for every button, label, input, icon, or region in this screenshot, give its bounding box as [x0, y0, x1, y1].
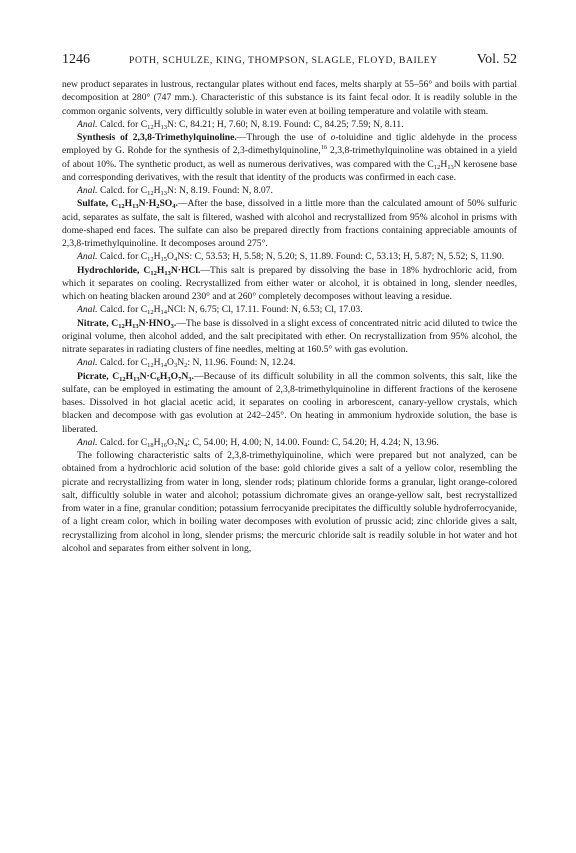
analysis-3: Anal. Calcd. for $C_{12}H_{15}O_4NS$: C, 53.53; H, 5.58; N, 5.20; S, 11.89. Found: C, 53.13; H, 5.87; N, 5.52; S, 11.90. [77, 251, 505, 264]
section-sulfate: Sulfate, $C_{12}H_{13}N\cdot H_2SO_4.—After$ the base, dissolved in a little more than the calculated amount of 50% sulfuric acid, separates as sulfate, the salt is filtered, washed with alcohol and recrystallized from 95% alcohol in prisms with dome-shaped end faces. The sulfate can also be prepared directly from fractions containing appreciable amounts of 2,3,8-trimethylquinoline. It decomposes around 275°. [62, 198, 517, 249]
analysis-4: Anal. Calcd. for $C_{12}H_{14}NCl$: N, 6.75; Cl, 17.11. Found: N, 6.53; Cl, 17.03. [77, 304, 363, 317]
analysis-2: Anal. Calcd. for $C_{12}H_{13}N$: N, 8.19. Found: N, 8.07. [77, 185, 273, 197]
analysis-1: Anal. Calcd. for $C_{12}H_{13}N$: C, 84.21; H, 7.60; N, 8.19. Found: C, 84.25; 7.59; N, 8.11. [77, 118, 404, 131]
section-hydrochloride: Hydrochloride, $C_{12}H_{13}N\cdot HCl.—This$ salt is prepared by dissolving the base in 18% hydrochloric acid, from which it separates on cooling. Recrystallized from either water or alcohol, it is obtained in long, slender needles, which on heating blacken around 230° and at 260° completely decomposes without leaving a residue. [62, 264, 517, 302]
journal-page [62, 52, 517, 555]
page-header [62, 52, 517, 68]
paragraph-characteristic-salts: The following characteristic salts of 2,3,8-trimethylquinoline, which were prepared but not analyzed, can be obtained from a hydrochloric acid solution of the base: gold chloride gives a salt of a yellow color, resembling the picrate and recrystallizing from water in long, slender rods; platinum chloride forms a granular, light orange-colored salt, difficultly soluble in water and alcohol; potassium dichromate gives an orange-yellow salt, best recrystallized from water in a fine, granular condition; potassium ferrocyanide precipitates the difficultly soluble hydroferrocyanide, of a light cream color, which in boiling water decomposes with evolution of prussic acid; zinc chloride gives a salt, recrystallizing from alcohol in long, slender prisms; the mercuric chloride salt is readily soluble in hot water and hot alcohol and separates from either solvent in long, [62, 450, 517, 554]
paragraph-product-description: new product separates in lustrous, rectangular plates without end faces, melts sharply at 55–56° and boils with partial decomposition at 280° (747 mm.). Characteristic of this substance is its faint fecal odor. It is readily soluble in the common organic solvents, very difficultly soluble in water even at boiling temperature and volatile with steam. [62, 79, 517, 117]
section-picrate: Picrate, $C_{12}H_{13}N\cdot C_6H_3O_7N_3.—Because$ of its difficult solubility in all the common solvents, this salt, like the sulfate, can be employed in estimating the amount of 2,3,8-trimethylquinoline in different fractions of the kerosene bases. Dissolved in hot glacial acetic acid, it separates on cooling in arborescent, canary-yellow crystals, which blacken and decompose with gas evolution at 242–245°. On heating in ammonium hydroxide solution, the base is liberated. [62, 370, 517, 435]
article-body [62, 78, 517, 555]
analysis-5: Anal. Calcd. for $C_{12}H_{14}O_3N_2$: N, 11.96. Found: N, 12.24. [77, 357, 296, 370]
section-synthesis: Synthesis of 2,3,8-Trimethylquinoline.—Through the use of o-toluidine and tiglic aldehyde in the process employed by G. Rohde for the synthesis of 2,3-dimethylquinoline,$^{16}$ 2,3,8-trimethylquinoline was obtained in a yield of about 10%. The synthetic product, as well as numerous derivatives, was compared with the $C_{12}H_{13}N$ kerosene base and corresponding derivatives, with the result that identity of the products was confirmed in each case. [62, 132, 518, 183]
page-number: 1246 [62, 52, 90, 67]
volume-label: Vol. 52 [476, 52, 517, 67]
running-head-authors: POTH, SCHULZE, KING, THOMPSON, SLAGLE, FLOYD, BAILEY [129, 55, 438, 66]
analysis-6: Anal. Calcd. for $C_{18}H_{16}O_7N_4$: C, 54.00; H, 4.00; N, 14.00. Found: C, 54.20; H, 4.24; N, 13.96. [77, 436, 439, 449]
section-nitrate: Nitrate, $C_{12}H_{13}N\cdot HNO_3.—The$ base is dissolved in a slight excess of concentrated nitric acid diluted to twice the original volume, then alcohol added, and the salt precipitated with ether. On recrystallization from 95% alcohol, the nitrate separates in radiating clusters of fine needles, melting at 160.5° with gas evolution. [62, 317, 517, 355]
